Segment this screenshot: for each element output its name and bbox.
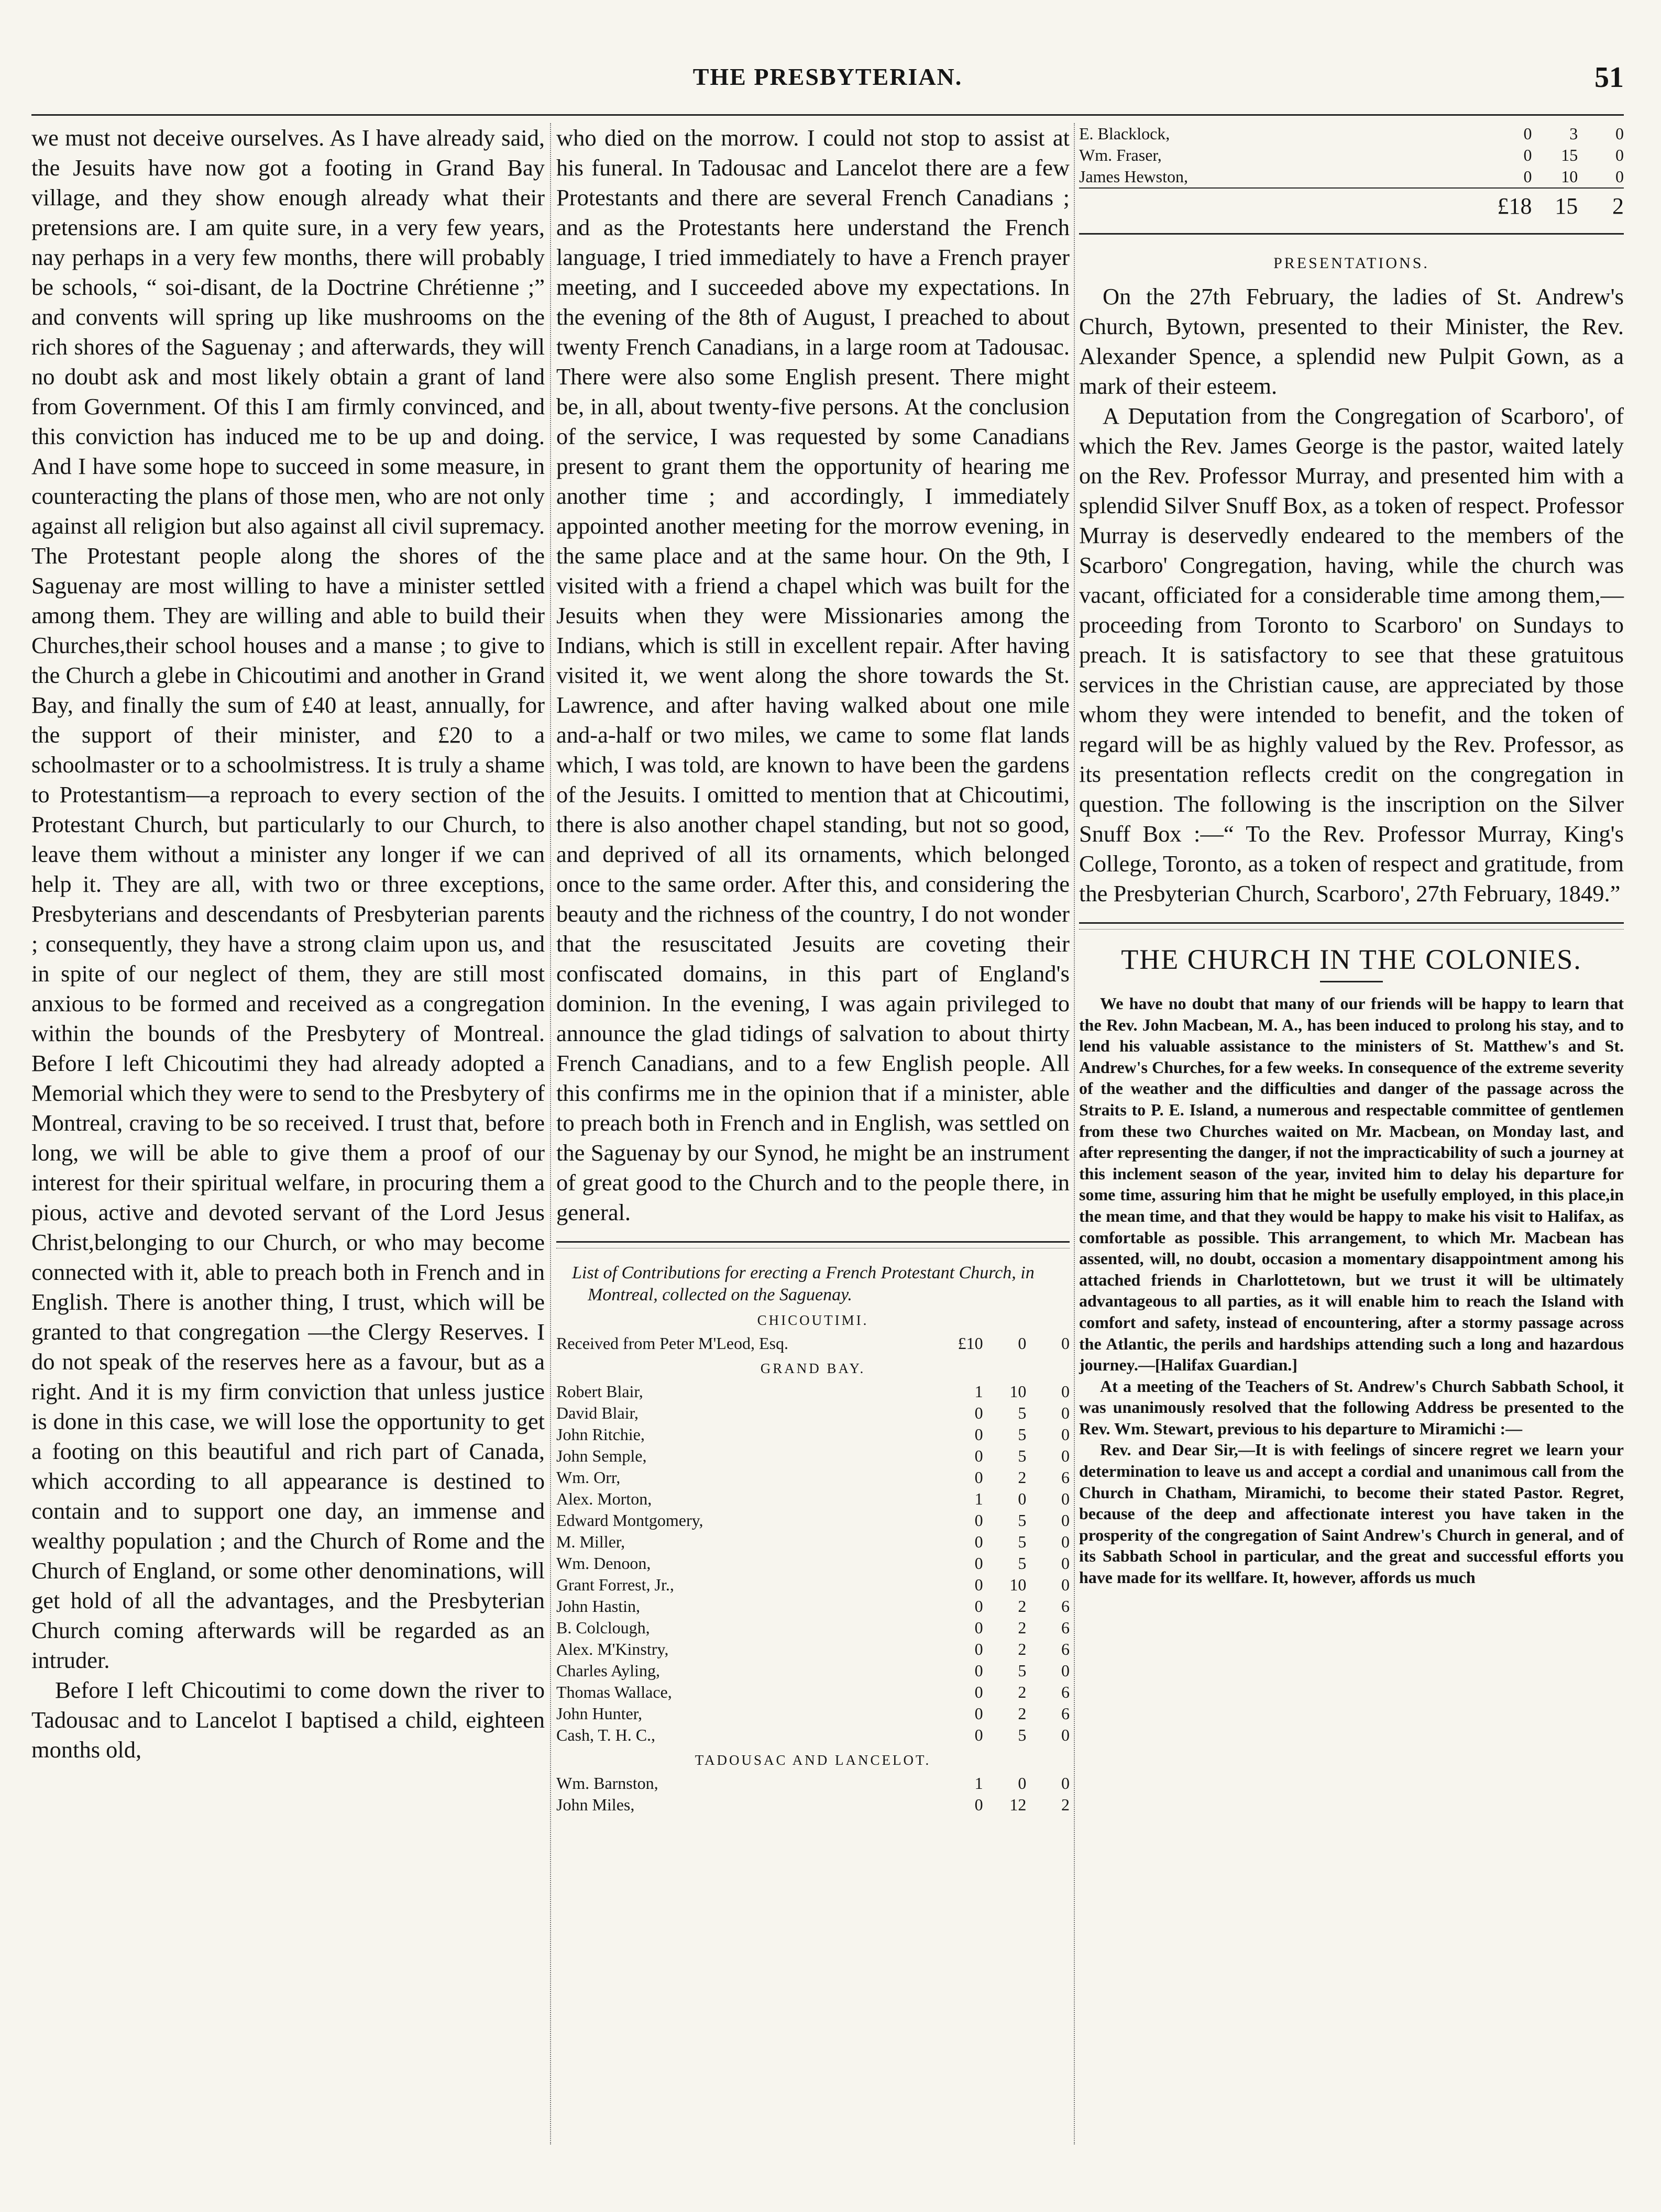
table-row (556, 1531, 1070, 1553)
amount-shillings: 5 (1018, 1554, 1027, 1573)
amount-pence: 0 (1615, 167, 1624, 186)
amount-pounds: 0 (974, 1468, 983, 1487)
colonies-heading: THE CHURCH IN THE COLONIES. (1121, 944, 1582, 975)
amount-pence: 0 (1061, 1554, 1070, 1573)
amount-pence: 6 (1061, 1704, 1070, 1723)
article-paragraph: Before I left Chicoutimi to come down the river to Tadousac and to Lancelot I baptised a child, eighteen months old, (31, 1677, 545, 1763)
page-header (31, 52, 1624, 110)
table-row (556, 1381, 1070, 1402)
column-3 (1079, 123, 1624, 1588)
amount-pounds: 0 (974, 1704, 983, 1723)
amount-pounds: 0 (1523, 167, 1532, 186)
amount-pounds: 0 (974, 1575, 983, 1594)
amount-pence: 0 (1061, 1425, 1070, 1444)
article-paragraph: On the 27th February, the ladies of St. Andrew's Church, Bytown, presented to their Minister, the Rev. Alexander Spence, a splendid new Pulpit Gown, as a mark of their esteem. (1079, 283, 1624, 399)
article-paragraph: A Deputation from the Congregation of Scarboro', of which the Rev. James George is the pastor, waited lately on the Rev. Professor Murray, and presented him with a splendid Silver Snuff Box, as a token of respect. Professor Murray is deservedly endeared to the members of the Scarboro' Congregation, having, while the church was vacant, officiated for a considerable time among them,—proceeding from Toronto to Scarboro' on Sundays to preach. It is satisfactory to see that these gratuitous services in the Christian cause, are appreciated by those whom they were intended to benefit, and the token of regard will be as highly valued by the Rev. Professor, as its presentation reflects credit on the congregation in question. The following is the inscription on the Silver Snuff Box :—“ To the Rev. Professor Murray, King's College, Toronto, as a token of respect and gratitude, from the Presbyterian Church, Scarboro', 27th February, 1849.” (1079, 403, 1624, 906)
amount-pounds: 0 (974, 1403, 983, 1422)
column-2 (556, 123, 1070, 1816)
contributor-name: Alex. M'Kinstry, (556, 1640, 669, 1658)
amount-pence: 0 (1061, 1774, 1070, 1793)
contributor-name: David Blair, (556, 1403, 639, 1422)
contributor-name: James Hewston, (1079, 167, 1188, 186)
amount-shillings: 2 (1018, 1704, 1027, 1723)
column-divider (1074, 123, 1075, 2144)
contributor-name: Grant Forrest, Jr., (556, 1575, 674, 1594)
amount-pence: 0 (1061, 1403, 1070, 1422)
subhead-chicoutimi: CHICOUTIMI. (757, 1312, 869, 1328)
amount-pence: 2 (1061, 1795, 1070, 1814)
article-paragraph: Rev. and Dear Sir,—It is with feelings of sincere regret we learn your determination to leave us and accept a cordial and unanimous call from the Church in Chatham, Miramichi, to become their stated Pastor. Regret, because of the deep and affectionate interest you have taken in the prosperity of the congregation of Saint Andrew's Church in general, and of its Sabbath School in particular, and the great and successful efforts you have made for its wellfare. It, however, affords us much (1079, 1440, 1624, 1587)
amount-pence: 0 (1061, 1726, 1070, 1744)
amount-pounds: 0 (974, 1597, 983, 1616)
amount-pounds: 1 (974, 1382, 983, 1401)
total-pence: 2 (1578, 188, 1624, 219)
table-row (1079, 166, 1624, 188)
table-row (556, 1596, 1070, 1617)
amount-pence: 6 (1061, 1618, 1070, 1637)
amount-pounds: 0 (974, 1618, 983, 1637)
amount-shillings: 0 (1018, 1489, 1027, 1508)
amount-shillings: 0 (1018, 1334, 1027, 1353)
amount-shillings: 5 (1018, 1425, 1027, 1444)
contributor-name: John Hunter, (556, 1704, 643, 1723)
amount-pence: 6 (1061, 1683, 1070, 1701)
amount-pence: 0 (1061, 1532, 1070, 1551)
presentations-heading: PRESENTATIONS. (1273, 255, 1429, 272)
table-row (556, 1553, 1070, 1574)
amount-pounds: 0 (974, 1511, 983, 1530)
article-paragraph: we must not deceive ourselves. As I have already said, the Jesuits have now got a footing in Grand Bay village, and they show enough already what their pretensions are. I am quite sure, in a very few years, nay perhaps in a very few months, there will probably be schools, “ soi-disant, de la Doctrine Chrétienne ;” and convents will spring up like mushrooms on the rich shores of the Saguenay ; and afterwards, they will no doubt ask and most likely obtain a grant of land from Government. Of this I am firmly convinced, and this conviction has induced me to be up and doing. And I have some hope to succeed in some measure, in counteracting the plans of those men, who are not only against all religion but also against all civil supremacy. The Protestant people along the shores of the Saguenay are most willing to have a minister settled among them. They are willing and able to build their Churches,their school houses and a manse ; to give to the Church a glebe in Chicoutimi and another in Grand Bay, and finally the sum of £40 at least, annually, for the support of their minister, and £20 to a schoolmaster or to a schoolmistress. It is truly a shame to Protestantism—a reproach to every section of the Protestant Church, but particularly to our Church, to leave them without a minister any longer if we can help it. They are all, with two or three exceptions, Presbyterians and descendants of Presbyterian parents ; consequently, they have a strong claim upon us, and in spite of our neglect of them, they are still most anxious to be formed and received as a congregation within the bounds of the Presbytery of Montreal. Before I left Chicoutimi they had already adopted a Memorial which they were to send to the Presbytery of Montreal, craving to be so received. I trust that, before long, we will be able to give them a proof of our interest for their spiritual welfare, in procuring them a pious, active and devoted servant of the Lord Jesus Christ,belonging to our Church, or who may become connected with it, able to preach both in French and in English. There is another thing, I trust, which will be granted to that congregation —the Clergy Reserves. I do not speak of the reserves here as a favour, but as a right. And it is my firm conviction that unless justice is done in this case, we will lose the opportunity to get a footing on this beautiful and rich part of Canada, which according to all appearance is destined to contain and to support one day, an immense and wealthy population ; and the Church of Rome and the Church of England, or some other denominations, will get hold of all the advantages, and the Presbyterian Church coming afterwards will be regarded as an intruder. (31, 125, 545, 1673)
table-row (556, 1703, 1070, 1724)
amount-pounds: 0 (974, 1554, 983, 1573)
table-row (556, 1488, 1070, 1510)
contributions-table (556, 1381, 1070, 1746)
amount-pence: 6 (1061, 1468, 1070, 1487)
amount-pence: 0 (1061, 1575, 1070, 1594)
page-number: 51 (1594, 61, 1624, 94)
amount-shillings: 2 (1018, 1597, 1027, 1616)
section-divider (1079, 233, 1624, 240)
amount-shillings: 10 (1561, 167, 1578, 186)
subhead-grand-bay: GRAND BAY. (760, 1361, 866, 1376)
contributor-name: Charles Ayling, (556, 1661, 660, 1680)
contributor-name: Cash, T. H. C., (556, 1726, 656, 1744)
amount-shillings: 5 (1018, 1446, 1027, 1465)
contributions-table (556, 1773, 1070, 1816)
table-row (556, 1333, 1070, 1354)
amount-pence: 0 (1061, 1334, 1070, 1353)
table-row (1079, 145, 1624, 166)
amount-shillings: 5 (1018, 1661, 1027, 1680)
total-shillings: 15 (1532, 188, 1578, 219)
amount-pence: 0 (1615, 124, 1624, 143)
total-pounds: £18 (1460, 188, 1532, 219)
table-row (556, 1424, 1070, 1445)
contributions-table (1079, 123, 1624, 219)
amount-pounds: 0 (974, 1640, 983, 1658)
amount-shillings: 5 (1018, 1403, 1027, 1422)
amount-pounds: 0 (974, 1446, 983, 1465)
amount-shillings: 2 (1018, 1618, 1027, 1637)
amount-shillings: 10 (1009, 1575, 1027, 1594)
amount-shillings: 2 (1018, 1468, 1027, 1487)
contributor-name: Wm. Denoon, (556, 1554, 651, 1573)
amount-pounds: 1 (974, 1489, 983, 1508)
table-row (556, 1574, 1070, 1596)
page-title: THE PRESBYTERIAN. (692, 63, 963, 90)
amount-shillings: 5 (1018, 1532, 1027, 1551)
amount-pounds: 0 (974, 1661, 983, 1680)
amount-shillings: 5 (1018, 1726, 1027, 1744)
contributor-name: John Hastin, (556, 1597, 640, 1616)
table-row (556, 1682, 1070, 1703)
contributions-table (556, 1333, 1070, 1354)
contributor-name: Robert Blair, (556, 1382, 643, 1401)
amount-pence: 0 (1061, 1446, 1070, 1465)
amount-shillings: 5 (1018, 1511, 1027, 1530)
amount-pence: 6 (1061, 1597, 1070, 1616)
contributor-name: Thomas Wallace, (556, 1683, 672, 1701)
amount-pounds: 0 (974, 1532, 983, 1551)
amount-pounds: 0 (974, 1795, 983, 1814)
table-row (1079, 123, 1624, 145)
amount-shillings: 2 (1018, 1683, 1027, 1701)
contributor-name: Alex. Morton, (556, 1489, 652, 1508)
column-1 (31, 123, 545, 1765)
amount-shillings: 2 (1018, 1640, 1027, 1658)
amount-shillings: 0 (1018, 1774, 1027, 1793)
table-row (556, 1794, 1070, 1816)
amount-pence: 0 (1061, 1382, 1070, 1401)
heading-rule (1320, 981, 1383, 982)
table-row (556, 1773, 1070, 1794)
article-paragraph: At a meeting of the Teachers of St. Andrew's Church Sabbath School, it was unanimously resolved that the following Address be presented to the Rev. Wm. Stewart, previous to his departure to Miramichi :— (1079, 1376, 1624, 1438)
table-row (556, 1445, 1070, 1467)
section-divider (1079, 922, 1624, 930)
amount-pounds: 0 (1523, 124, 1532, 143)
amount-pence: 0 (1061, 1661, 1070, 1680)
table-row (556, 1617, 1070, 1639)
contributor-name: E. Blacklock, (1079, 124, 1170, 143)
table-row (556, 1510, 1070, 1531)
amount-pence: 0 (1061, 1489, 1070, 1508)
contributor-name: B. Colclough, (556, 1618, 650, 1637)
amount-pence: 6 (1061, 1640, 1070, 1658)
total-row (1079, 188, 1624, 219)
section-divider (556, 1241, 1070, 1248)
contributor-name: John Semple, (556, 1446, 647, 1465)
article-paragraph: We have no doubt that many of our friends will be happy to learn that the Rev. John Macbean, M. A., has been induced to prolong his stay, and to lend his valuable assistance to the ministers of St. Matthew's and St. Andrew's Churches, for a few weeks. In consequence of the extreme severity of the weather and the difficulties and danger of the passage across the Straits to P. E. Island, a numerous and respectable committee of gentlemen from these two Churches waited on Mr. Macbean, on Monday last, and after representing the danger, if not the impracticability of such a journey at this inclement season of the year, invited him to delay his departure for some time, assuring him that he might be usefully employed, in this place,in the mean time, and that they would be happy to make his visit to Halifax, as comfortable as possible. This arrangement, to which Mr. Macbean has assented, will, no doubt, occasion a momentary disappointment among his attached friends in Charlottetown, but we trust it will be ultimately advantageous to all parties, as it will enable him to reach the Island with comfort and safety, instead of encountering, after a stormy passage across the Atlantic, the perils and hardships attending such a long and hazardous journey.—[Halifax Guardian.] (1079, 994, 1624, 1375)
amount-pounds: 1 (974, 1774, 983, 1793)
amount-pounds: 0 (974, 1683, 983, 1701)
amount-shillings: 3 (1569, 124, 1578, 143)
header-rule (31, 114, 1624, 116)
amount-shillings: 10 (1009, 1382, 1027, 1401)
contributor-name: Wm. Fraser, (1079, 146, 1162, 164)
contributor-name: Edward Montgomery, (556, 1511, 703, 1530)
contributions-list-title: List of Contributions for erecting a French Protestant Church, in Montreal, collected on the Saguenay. (572, 1263, 1035, 1304)
amount-shillings: 15 (1561, 146, 1578, 164)
contributor-name: Received from Peter M'Leod, Esq. (556, 1334, 788, 1353)
subhead-tadousac: TADOUSAC AND LANCELOT. (695, 1752, 931, 1768)
contributor-name: Wm. Barnston, (556, 1774, 658, 1793)
amount-pounds: 0 (974, 1425, 983, 1444)
amount-pounds: 0 (974, 1726, 983, 1744)
contributor-name: John Ritchie, (556, 1425, 645, 1444)
amount-pounds: £10 (958, 1334, 983, 1353)
table-row (556, 1639, 1070, 1660)
article-paragraph: who died on the morrow. I could not stop to assist at his funeral. In Tadousac and Lancelot there are a few Protestants and there are several French Canadians ; and as the Protestants here understand the French language, I tried immediately to have a French prayer meeting, and I succeeded above my expectations. In the evening of the 8th of August, I preached to about twenty French Canadians, in a large room at Tadousac. There were also some English present. There might be, in all, about twenty-five persons. At the conclusion of the service, I was requested by some Canadians present to grant them the opportunity of hearing me another time ; and accordingly, I immediately appointed another meeting for the morrow evening, in the same place and at the same hour. On the 9th, I visited with a friend a chapel which was built for the Jesuits when they were Missionaries among the Indians, which is still in excellent repair. After having visited it, we went along the shore towards the St. Lawrence, and after having walked about one mile and-a-half or two miles, we came to some flat lands which, I was told, are known to have been the gardens of the Jesuits. I omitted to mention that at Chicoutimi, there is also another chapel standing, but not so good, and deprived of all its ornaments, which belonged once to the same order. After this, and considering the beauty and the richness of the country, I do not wonder that the resuscitated Jesuits are coveting their confiscated domains, in this part of England's dominion. In the evening, I was again privileged to announce the glad tidings of salvation to about thirty French Canadians, and to a few English people. All this confirms me in the opinion that if a minister, able to preach both in French and in English, was settled on the Saguenay by our Synod, he might be an instrument of great good to the Church and to the people there, in general. (556, 125, 1070, 1225)
contributor-name: John Miles, (556, 1795, 635, 1814)
column-divider (550, 123, 551, 2144)
amount-pence: 0 (1061, 1511, 1070, 1530)
contributor-name: Wm. Orr, (556, 1468, 621, 1487)
table-row (556, 1660, 1070, 1682)
amount-shillings: 12 (1009, 1795, 1027, 1814)
table-row (556, 1402, 1070, 1424)
amount-pence: 0 (1615, 146, 1624, 164)
amount-pounds: 0 (1523, 146, 1532, 164)
table-row (556, 1467, 1070, 1488)
table-row (556, 1724, 1070, 1746)
contributor-name: M. Miller, (556, 1532, 625, 1551)
